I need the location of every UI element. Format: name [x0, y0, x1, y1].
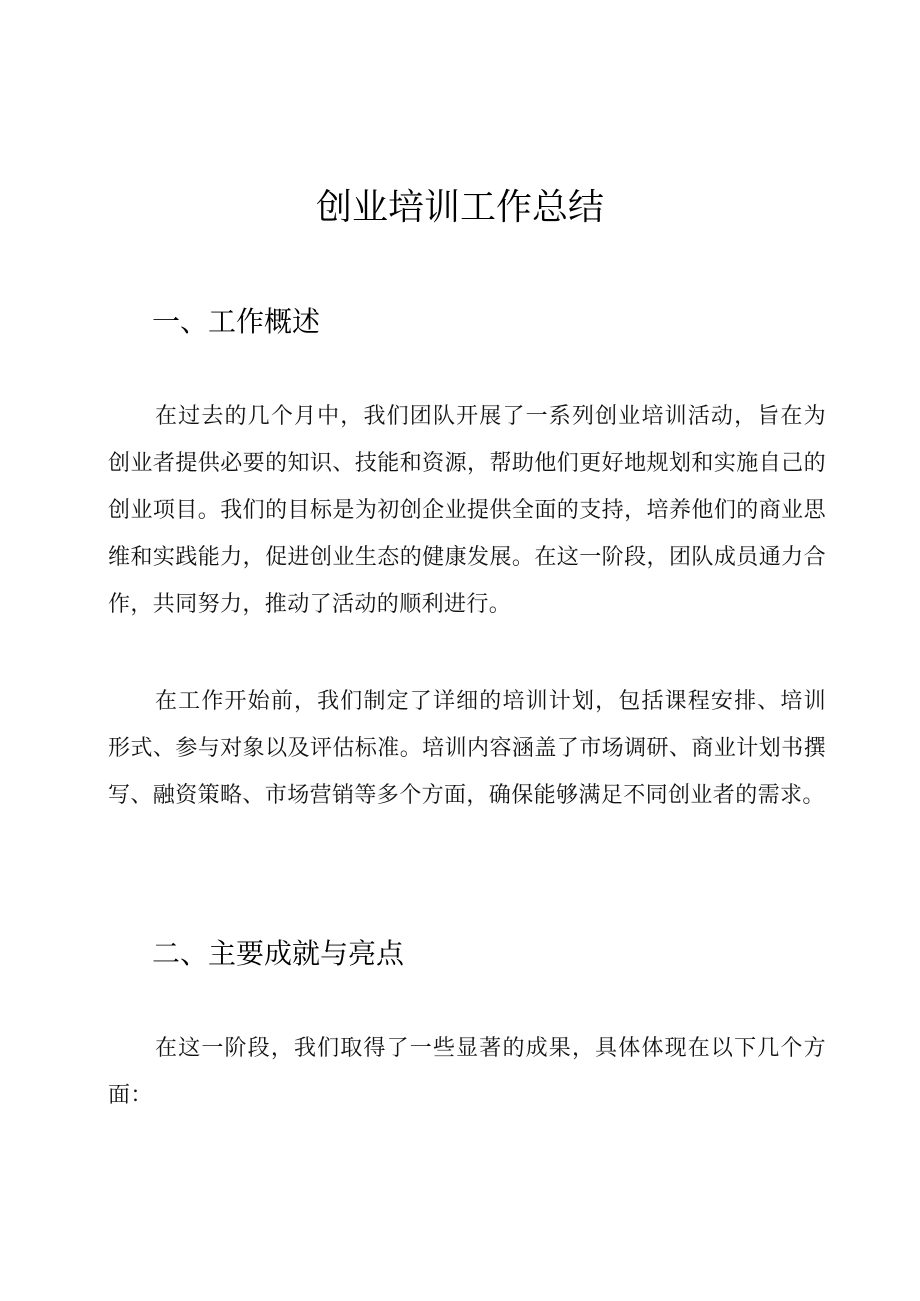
document-title: 创业培训工作总结	[315, 187, 604, 228]
section-heading-overview: 一、工作概述	[152, 305, 321, 338]
paragraph-overview-1: 在过去的几个月中，我们团队开展了一系列创业培训活动，旨在为创业者提供必要的知识、技能和资源，帮助他们更好地规划和实施自己的创业项目。我们的目标是为初创企业提供全面的支持，培养他们的商业思维和实践能力，促进创业生态的健康发展。在这一阶段，团队成员通力合作，共同努力，推动了活动的顺利进行。	[108, 404, 826, 617]
paragraph-achievements-1: 在这一阶段，我们取得了一些显著的成果，具体体现在以下几个方面：	[108, 1036, 826, 1108]
section-heading-achievements: 二、主要成就与亮点	[152, 937, 405, 970]
paragraph-overview-2: 在工作开始前，我们制定了详细的培训计划，包括课程安排、培训形式、参与对象以及评估标准。培训内容涵盖了市场调研、商业计划书撰写、融资策略、市场营销等多个方面，确保能够满足不同创业者的需求。	[108, 689, 826, 808]
